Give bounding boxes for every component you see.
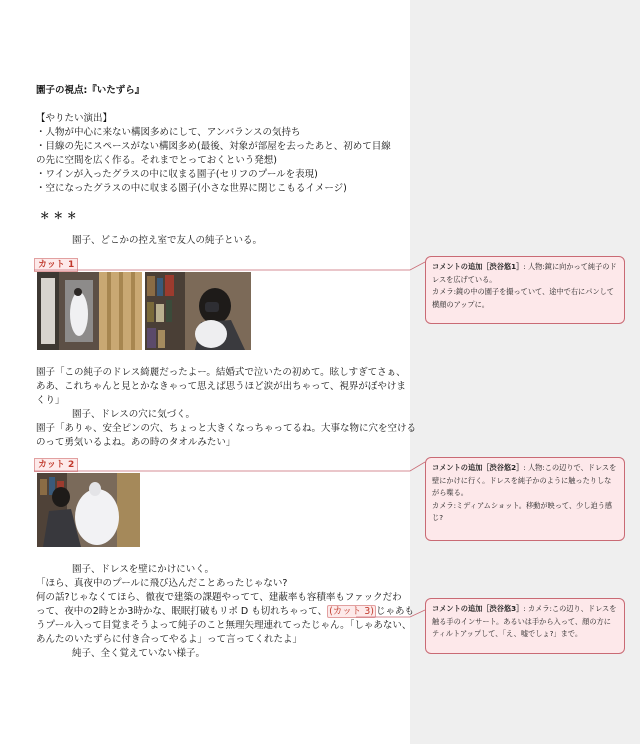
dialogue-line: のって勇気いるよね。あの時のタオルみたい」 (36, 437, 236, 448)
comment-header: コメントの追加［渋谷悠3］ (432, 604, 524, 613)
cut-1-label[interactable]: カット 1 (34, 258, 78, 272)
cut-3-inline-marker[interactable]: (カット 3) (329, 606, 374, 617)
action-line: 純子、全く覚えていない様子。 (72, 648, 206, 659)
wishlist-line: ・目線の先にスペースがない構図多め(最後、対象が部屋を去ったあと、初めて目線 (36, 141, 391, 152)
comment-balloon-1[interactable] (425, 256, 625, 324)
dialogue-line: あんたのいたずらに付き合ってやるよ」って言ってくれたよ」 (36, 634, 303, 645)
dialogue-line: 何の話?じゃなくてほら、徹夜で建築の課題やってて、建蔽率も容積率もファックだわ (36, 592, 402, 603)
comment-body: : 人物:この辺りで、ドレスを壁にかけに行く。ドレスを純子かのように触ったりしながら喋る。 (432, 463, 617, 497)
wishlist-line: ・空になったグラスの中に収まる園子(小さな世界に閉じこもるイメージ) (36, 183, 347, 194)
action-line: 園子、ドレスの穴に気づく。 (72, 409, 196, 420)
dialogue-line: 園子「この純子のドレス綺麗だったよー。結婚式で泣いたの初めて。眩しすぎてさぁ、 (36, 367, 406, 378)
dialogue-line: うプール入って目覚まそうよって純子のこと無理矢理連れてったじゃん。「しゃあない、 (36, 620, 412, 631)
cut-1-photo-mirror (37, 272, 142, 350)
comment-header: コメントの追加［渋谷悠1］ (432, 262, 524, 271)
dialogue-line-with-cut-3 (36, 605, 414, 619)
wishlist-line: の先に空間を広く作る。それまでとっておくという発想) (36, 155, 278, 166)
wishlist-line: ・ワインが入ったグラスの中に収まる園子(セリフのプールを表現) (36, 169, 318, 180)
comment-balloon-3[interactable] (425, 598, 625, 654)
dialogue-text: じゃあも (375, 606, 414, 617)
wishlist-header: 【やりたい演出】 (36, 113, 113, 124)
scene-separator: ＊＊＊ (40, 211, 81, 222)
comment-body: カメラ:ミディアムショット。移動が映って、少し迫う感じ? (432, 500, 613, 522)
cut-2-photo (37, 473, 140, 547)
scene-description: 園子、どこかの控え室で友人の純子といる。 (72, 235, 263, 246)
comment-body: : 人物:鏡に向かって純子のドレスを広げている。 (432, 262, 617, 284)
document-title: 園子の視点:『いたずら』 (36, 85, 145, 96)
dialogue-line: ああ、これちゃんと見とかなきゃって思えば思うほど涙が出ちゃって、視界がぼやけま (36, 381, 406, 392)
comment-body: カメラ:鏡の中の園子を撮っていて、途中で右にパンして横顔のアップに。 (432, 287, 614, 309)
dialogue-line: くり」 (36, 395, 65, 406)
cut-2-label[interactable]: カット 2 (34, 458, 78, 472)
action-line: 園子、ドレスを壁にかけにいく。 (72, 564, 215, 575)
wishlist-line: ・人物が中心に来ない構図多めにして、アンバランスの気持ち (36, 127, 301, 138)
comment-balloon-2[interactable] (425, 457, 625, 541)
dialogue-line: 「ほら、真夜中のプールに飛び込んだことあったじゃない? (36, 578, 288, 589)
dialogue-line: 園子「ありゃ、安全ピンの穴、ちょっと大きくなっちゃってるね。大事な物に穴を空ける (36, 423, 417, 434)
dialogue-text: って、夜中の2時とか3時かな、眠眠打破もリポ D も切れちゃって、 (36, 606, 328, 617)
comment-header: コメントの追加［渋谷悠2］ (432, 463, 524, 472)
comment-body: : カメラ:この辺り、ドレスを触る手のインサート。あるいは手から入って、顔の方にティルトアップして、「え、嘘でしょ?」まで。 (432, 604, 617, 638)
cut-1-photo-closeup (145, 272, 251, 350)
